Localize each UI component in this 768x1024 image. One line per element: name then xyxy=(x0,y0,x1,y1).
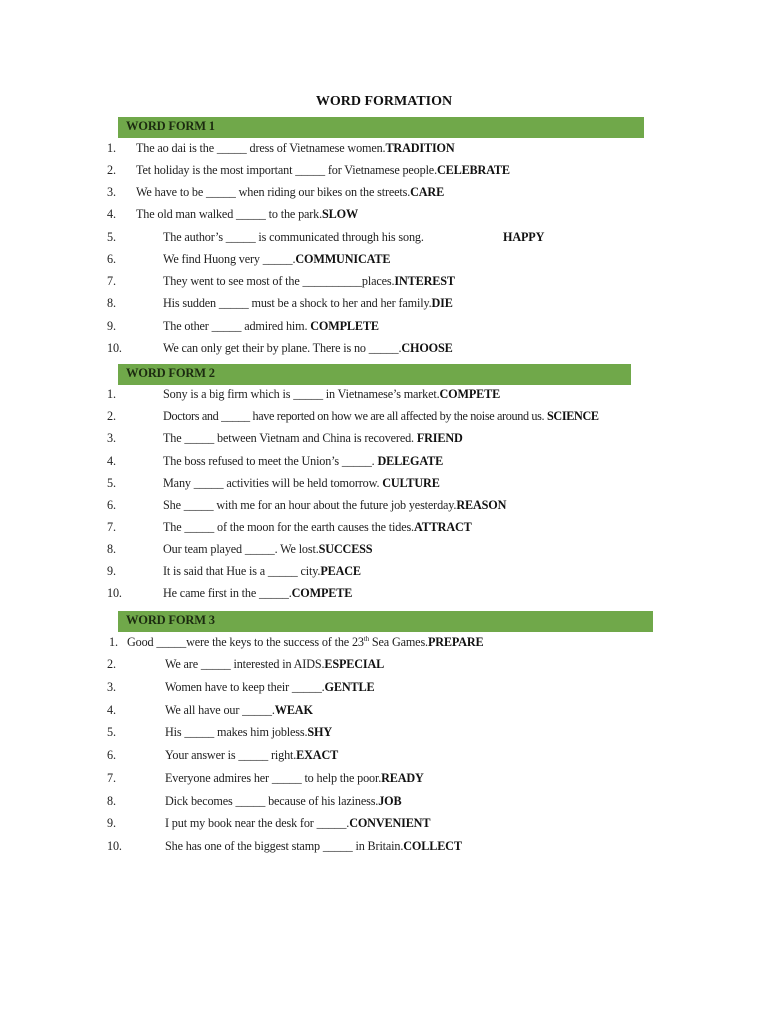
item-sentence xyxy=(165,835,462,857)
item-keyword: COMMUNICATE xyxy=(295,252,391,266)
item-text: Sony is a big firm which is _____ in Vietnamese’s market. xyxy=(163,387,440,401)
exercise-item xyxy=(0,137,768,159)
exercise-item xyxy=(0,494,768,516)
item-text: It is said that Hue is a _____ city. xyxy=(163,564,321,578)
item-sentence xyxy=(163,248,390,270)
item-keyword: EXACT xyxy=(296,748,339,762)
item-text: She _____ with me for an hour about the future job yesterday. xyxy=(163,498,457,512)
item-number: 7. xyxy=(107,520,116,534)
item-keyword: REASON xyxy=(456,498,507,512)
item-sentence xyxy=(136,159,510,181)
item-sentence xyxy=(165,676,374,698)
item-number: 10. xyxy=(107,341,122,355)
item-sentence xyxy=(165,699,313,721)
section-heading-1: WORD FORM 1 xyxy=(118,117,644,138)
section-heading-3: WORD FORM 3 xyxy=(118,611,653,632)
item-number: 5. xyxy=(107,230,116,244)
item-sentence xyxy=(163,292,453,314)
item-number: 3. xyxy=(107,431,116,445)
item-keyword: GENTLE xyxy=(324,680,375,694)
item-text: Women have to keep their _____. xyxy=(165,680,325,694)
item-keyword: HAPPY xyxy=(503,230,545,244)
item-number: 6. xyxy=(107,748,116,762)
item-keyword: SLOW xyxy=(322,207,359,221)
exercise-item xyxy=(0,270,768,292)
item-text: We can only get their by plane. There is no _____. xyxy=(163,341,402,355)
item-number: 3. xyxy=(107,185,116,199)
item-number: 10. xyxy=(107,586,122,600)
item-text: His _____ makes him jobless. xyxy=(165,725,308,739)
item-sentence xyxy=(136,137,455,159)
item-keyword: PEACE xyxy=(320,564,361,578)
item-number: 5. xyxy=(107,725,116,739)
exercise-item xyxy=(0,181,768,203)
exercise-item xyxy=(0,699,768,721)
item-number: 4. xyxy=(107,454,116,468)
item-keyword: CHOOSE xyxy=(401,341,453,355)
item-text: He came first in the _____. xyxy=(163,586,292,600)
exercise-item xyxy=(0,159,768,181)
item-keyword: WEAK xyxy=(274,703,313,717)
exercise-item xyxy=(0,582,768,604)
item-text: I put my book near the desk for _____. xyxy=(165,816,350,830)
exercise-item xyxy=(0,203,768,225)
item-sentence xyxy=(163,494,506,516)
item-keyword: DIE xyxy=(431,296,453,310)
item-keyword: CELEBRATE xyxy=(436,163,510,177)
exercise-item xyxy=(0,337,768,359)
exercise-item xyxy=(0,653,768,675)
item-keyword: FRIEND xyxy=(416,431,463,445)
item-text-after: Sea Games. xyxy=(369,635,428,649)
item-number: 4. xyxy=(107,207,116,221)
exercise-item xyxy=(0,835,768,857)
item-sentence xyxy=(163,472,440,494)
exercise-item xyxy=(0,315,768,337)
item-number: 6. xyxy=(107,252,116,266)
item-text: Our team played _____. We lost. xyxy=(163,542,319,556)
exercise-item xyxy=(0,405,768,427)
item-sentence xyxy=(165,744,338,766)
item-number: 9. xyxy=(107,319,116,333)
item-number: 1. xyxy=(109,635,118,649)
item-keyword: CONVENIENT xyxy=(349,816,431,830)
item-keyword: COMPLETE xyxy=(310,319,379,333)
item-text: They went to see most of the __________places. xyxy=(163,274,395,288)
exercise-item xyxy=(0,427,768,449)
item-number: 6. xyxy=(107,498,116,512)
item-number: 2. xyxy=(107,163,116,177)
item-text: Everyone admires her _____ to help the poor. xyxy=(165,771,382,785)
item-number: 9. xyxy=(107,564,116,578)
item-keyword: ESPECIAL xyxy=(324,657,385,671)
exercise-item xyxy=(0,790,768,812)
item-text: Your answer is _____ right. xyxy=(165,748,297,762)
item-number: 1. xyxy=(107,141,116,155)
item-keyword: PREPARE xyxy=(427,635,484,649)
item-sentence xyxy=(165,767,424,789)
item-sentence xyxy=(163,337,453,359)
item-text: We all have our _____. xyxy=(165,703,275,717)
item-text: The _____ between Vietnam and China is recovered. xyxy=(163,431,417,445)
item-text: The ao dai is the _____ dress of Vietnamese women. xyxy=(136,141,386,155)
item-number: 10. xyxy=(107,839,122,853)
item-number: 8. xyxy=(107,296,116,310)
item-sentence xyxy=(127,631,484,653)
item-sentence xyxy=(163,582,352,604)
item-text: His sudden _____ must be a shock to her and her family. xyxy=(163,296,432,310)
ordinal-suffix: th xyxy=(363,634,369,643)
item-text: Good _____were the keys to the success of the 23 xyxy=(127,635,364,649)
item-text: We are _____ interested in AIDS. xyxy=(165,657,325,671)
item-sentence xyxy=(163,427,463,449)
item-sentence xyxy=(136,203,358,225)
item-text: Tet holiday is the most important _____ for Vietnamese people. xyxy=(136,163,437,177)
item-text: The _____ of the moon for the earth causes the tides. xyxy=(163,520,414,534)
exercise-item xyxy=(0,472,768,494)
item-text: Doctors and _____ have reported on how we are all affected by the noise around us. xyxy=(163,409,547,423)
item-text: The boss refused to meet the Union’s _____. xyxy=(163,454,378,468)
exercise-item xyxy=(0,560,768,582)
item-number: 2. xyxy=(107,409,116,423)
exercise-item xyxy=(0,516,768,538)
item-sentence xyxy=(165,812,430,834)
item-sentence xyxy=(165,790,401,812)
item-keyword: CARE xyxy=(410,185,445,199)
exercise-item xyxy=(0,812,768,834)
item-text: Many _____ activities will be held tomorrow. xyxy=(163,476,383,490)
exercise-item xyxy=(0,767,768,789)
item-sentence xyxy=(165,721,332,743)
item-sentence xyxy=(163,560,361,582)
item-sentence xyxy=(163,383,500,405)
item-sentence xyxy=(163,405,599,427)
exercise-item xyxy=(0,450,768,472)
item-keyword: COLLECT xyxy=(403,839,462,853)
exercise-item xyxy=(0,248,768,270)
item-keyword: JOB xyxy=(378,794,402,808)
item-text: The author’s _____ is communicated through his song. xyxy=(163,230,424,244)
item-keyword: DELEGATE xyxy=(377,454,444,468)
item-text: We have to be _____ when riding our bikes on the streets. xyxy=(136,185,411,199)
exercise-item xyxy=(0,538,768,560)
exercise-item xyxy=(0,744,768,766)
item-text: She has one of the biggest stamp _____ in Britain. xyxy=(165,839,404,853)
exercise-item xyxy=(0,721,768,743)
item-number: 8. xyxy=(107,542,116,556)
item-text: The old man walked _____ to the park. xyxy=(136,207,323,221)
item-keyword: CULTURE xyxy=(382,476,440,490)
item-keyword: READY xyxy=(381,771,424,785)
item-sentence xyxy=(136,181,444,203)
exercise-item xyxy=(0,383,768,405)
item-keyword: SCIENCE xyxy=(546,409,599,423)
item-sentence xyxy=(163,450,443,472)
item-text: Dick becomes _____ because of his laziness. xyxy=(165,794,379,808)
item-keyword: INTEREST xyxy=(394,274,455,288)
item-number: 8. xyxy=(107,794,116,808)
exercise-item xyxy=(0,292,768,314)
item-number: 5. xyxy=(107,476,116,490)
item-keyword: TRADITION xyxy=(385,141,455,155)
item-keyword: COMPETE xyxy=(291,586,353,600)
item-text: The other _____ admired him. xyxy=(163,319,311,333)
item-number: 7. xyxy=(107,771,116,785)
item-number: 1. xyxy=(107,387,116,401)
item-keyword: SHY xyxy=(307,725,332,739)
item-number: 4. xyxy=(107,703,116,717)
item-number: 7. xyxy=(107,274,116,288)
exercise-item xyxy=(0,631,768,653)
exercise-item xyxy=(0,226,768,248)
section-heading-2: WORD FORM 2 xyxy=(118,364,631,385)
item-sentence xyxy=(163,538,372,560)
exercise-item xyxy=(0,676,768,698)
item-sentence xyxy=(165,653,384,675)
item-sentence xyxy=(163,516,472,538)
item-sentence xyxy=(163,315,379,337)
item-keyword: SUCCESS xyxy=(318,542,373,556)
item-text: We find Huong very _____. xyxy=(163,252,296,266)
item-number: 3. xyxy=(107,680,116,694)
item-keyword: ATTRACT xyxy=(413,520,472,534)
item-number: 2. xyxy=(107,657,116,671)
item-number: 9. xyxy=(107,816,116,830)
item-keyword: COMPETE xyxy=(439,387,501,401)
page-title: WORD FORMATION xyxy=(315,94,453,109)
item-sentence xyxy=(163,270,455,292)
